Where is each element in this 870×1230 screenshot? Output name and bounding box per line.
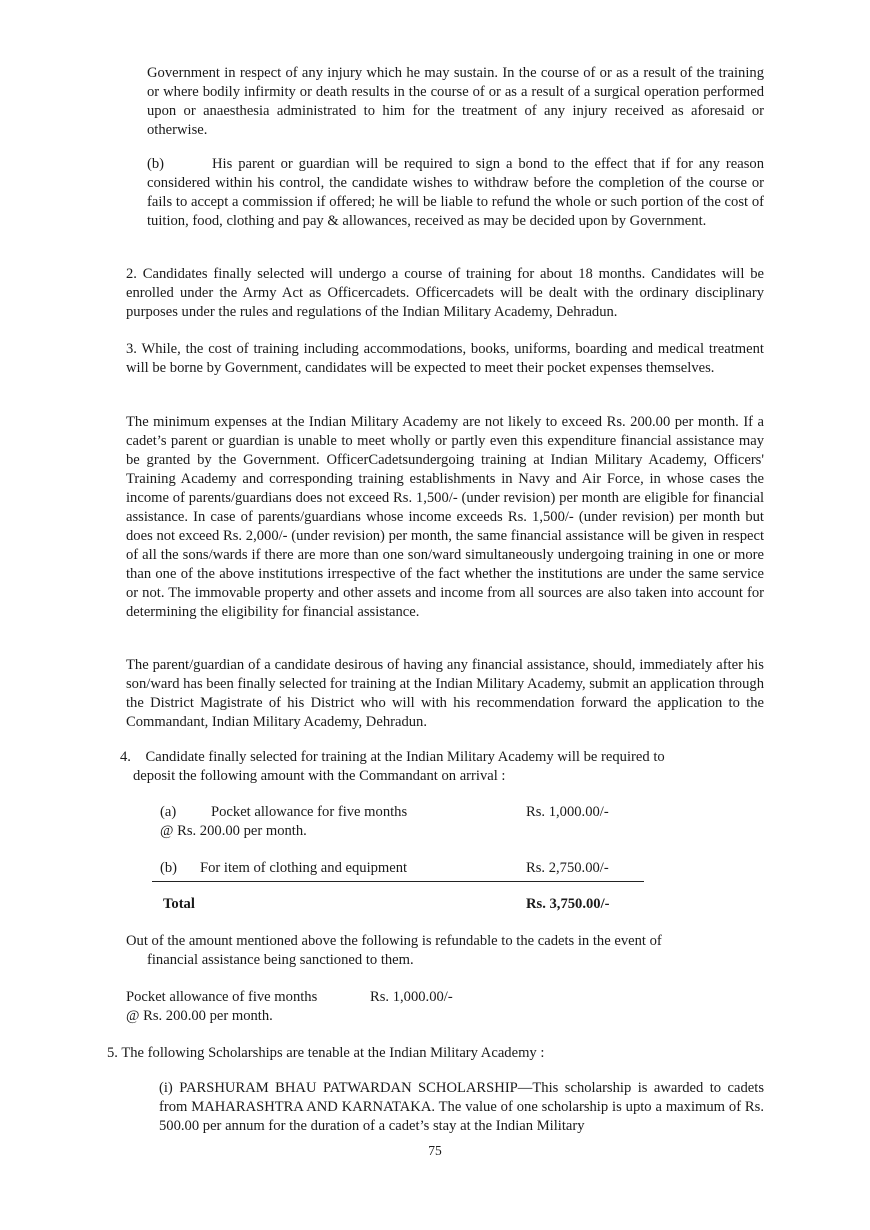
deposit-a-rate: @ Rs. 200.00 per month. <box>160 823 307 839</box>
deposit-total-amount: Rs. 3,750.00/- <box>526 896 610 912</box>
paragraph-b-text: His parent or guardian will be required to sign a bond to the effect that if for any reason considered within his control, the candidate wishes to withdraw before the completion of the course or fails to accept a commission if offered; he will be liable to refund the whole or such portion of the cost of tuition, food, clothing and pay & allowances, received as may be decided upon by Government. <box>147 156 764 229</box>
paragraph-minimum-expenses: The minimum expenses at the Indian Military Academy are not likely to exceed Rs. 200.00 per month. If a cadet’s parent or guardian is unable to meet wholly or partly even this expenditure financial assistance may be granted by the Government. OfficerCadetsundergoing training at Indian Military Academy, Officers' Training Academy and corresponding training establishments in Navy and Air Force, in whose cases the income of parents/guardians does not exceed Rs. 1,500/- (under revision) per month are eligible for financial assistance. In case of parents/guardians whose income exceeds Rs. 1,500/- (under revision) per month but does not exceed Rs. 2,000/- (under revision) per month, the same financial assistance will be given in respect of all the sons/wards if there are more than one son/ward simultaneously undergoing training in one or more than one of the above institutions irrespective of the fact whether the institutions are under the same service or not. The immovable property and other assets and income from all sources are also taken into account for determining the eligibility for financial assistance. <box>126 414 764 620</box>
refundable-text: Pocket allowance of five months <box>126 989 318 1005</box>
deposit-a-amount: Rs. 1,000.00/- <box>526 804 609 820</box>
deposit-total-label: Total <box>163 896 195 912</box>
paragraph-5: 5. The following Scholarships are tenable at the Indian Military Academy : <box>107 1045 545 1061</box>
deposit-b-label: (b) <box>160 860 178 876</box>
paragraph-4-line1: 4. Candidate finally selected for training at the Indian Military Academy will be required to <box>120 749 665 765</box>
paragraph-scholarship: (i) PARSHURAM BHAU PATWARDAN SCHOLARSHIP—This scholarship is awarded to cadets from MAHARASHTRA AND KARNATAKA. The value of one scholarship is upto a maximum of Rs. 500.00 per annum for the duration of a cadet’s stay at the Indian Military <box>159 1080 764 1134</box>
refundable-rate: @ Rs. 200.00 per month. <box>126 1008 273 1024</box>
deposit-a-label: (a) <box>160 804 177 820</box>
total-divider <box>152 881 644 882</box>
paragraph-b-label: (b) <box>147 156 165 172</box>
paragraph-parent-guardian: The parent/guardian of a candidate desirous of having any financial assistance, should, immediately after his son/ward has been finally selected for training at the Indian Military Academy, submit an application through the District Magistrate of his District who will with his recommendation forward the application to the Commandant, Indian Military Academy, Dehradun. <box>126 657 764 730</box>
deposit-b-amount: Rs. 2,750.00/- <box>526 860 609 876</box>
paragraph-continuation: Government in respect of any injury which he may sustain. In the course of or as a result of the training or where bodily infirmity or death results in the course of or as a result of a surgical operation performed upon or anaesthesia administrated to him for the treatment of any injury received as aforesaid or otherwise. <box>147 65 764 138</box>
deposit-b-text: For item of clothing and equipment <box>200 860 408 876</box>
refund-note-line1: Out of the amount mentioned above the following is refundable to the cadets in the event of <box>126 933 662 949</box>
paragraph-4-line2: deposit the following amount with the Commandant on arrival : <box>133 768 506 784</box>
paragraph-b <box>147 155 764 231</box>
paragraph-2: 2. Candidates finally selected will undergo a course of training for about 18 months. Candidates will be enrolled under the Army Act as Officercadets. Officercadets will be dealt with the ordinary disciplinary purposes under the rules and regulations of the Indian Military Academy, Dehradun. <box>126 266 764 320</box>
page-number: 75 <box>428 1143 442 1158</box>
deposit-a-text: Pocket allowance for five months <box>211 804 408 820</box>
refund-note-line2: financial assistance being sanctioned to them. <box>147 952 414 968</box>
refundable-amount: Rs. 1,000.00/- <box>370 989 453 1005</box>
paragraph-3: 3. While, the cost of training including accommodations, books, uniforms, boarding and medical treatment will be borne by Government, candidates will be expected to meet their pocket expenses themselves. <box>126 341 764 376</box>
